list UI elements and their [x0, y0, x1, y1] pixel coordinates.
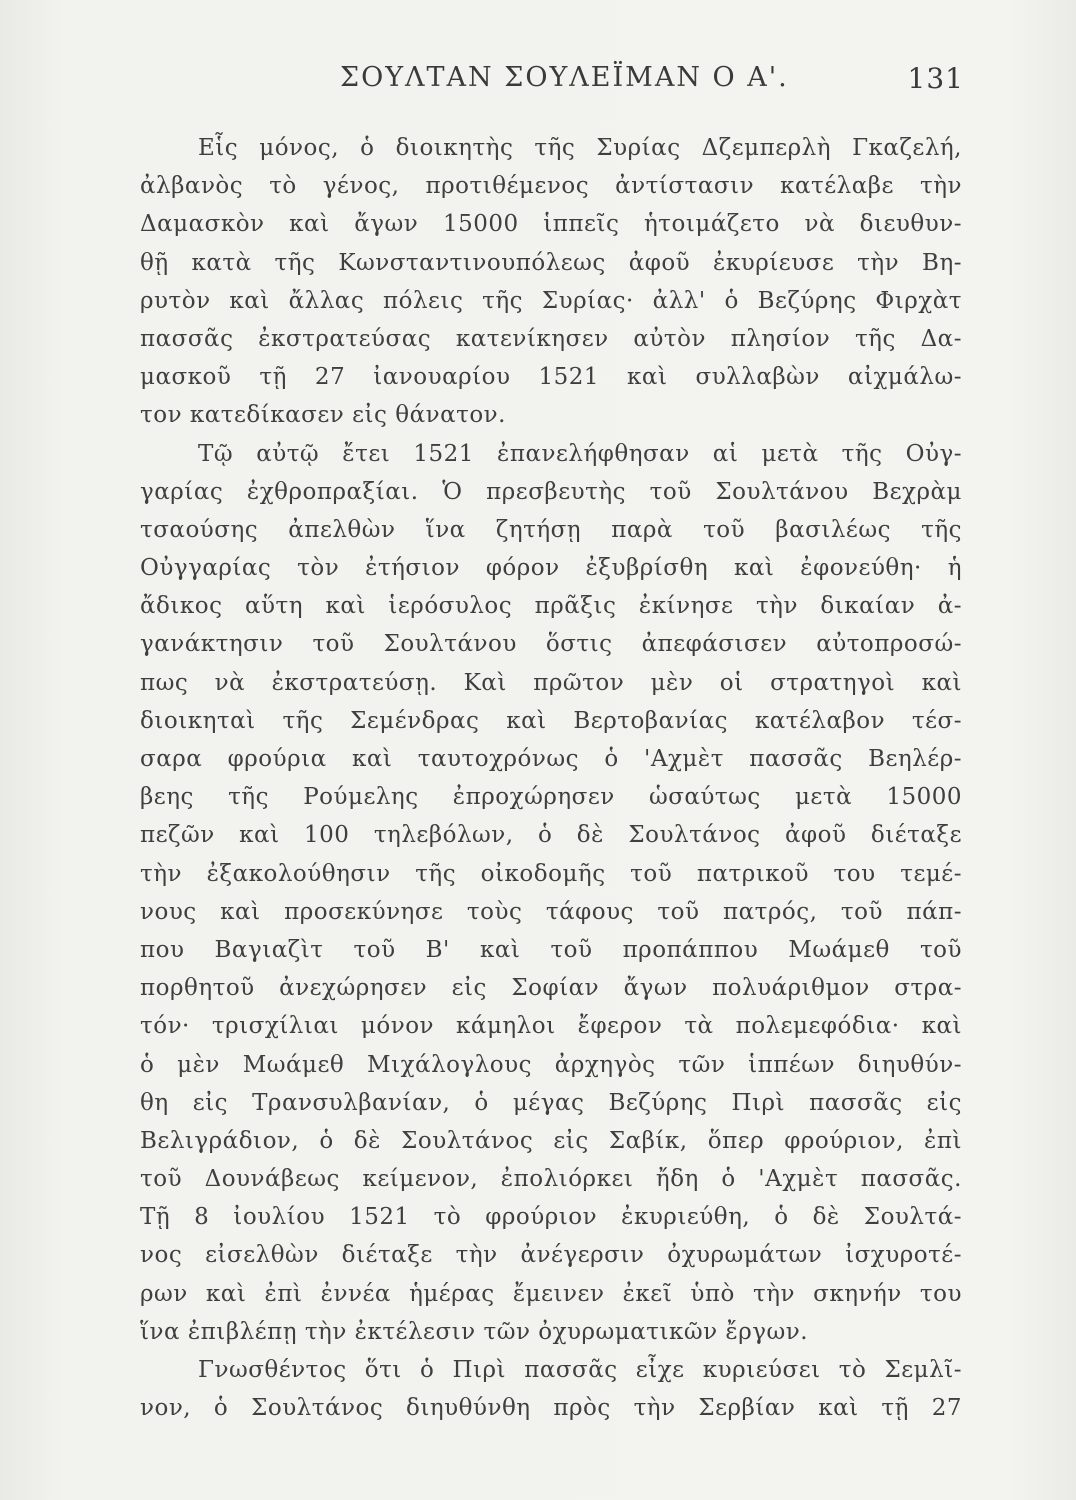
text-line: τον κατεδίκασεν εἰς θάνατον.	[140, 402, 506, 429]
text-line: Οὐγγαρίας τὸν ἐτήσιον φόρον ἐξυβρίσθη καὶ ἐφονεύθη· ἡ	[140, 555, 962, 582]
text-line: νους καὶ προσεκύνησε τοὺς τάφους τοῦ πατρός, τοῦ πάπ-	[140, 898, 962, 925]
page-header	[140, 62, 964, 106]
text-line: τσαούσης ἀπελθὼν ἵνα ζητήσῃ παρὰ τοῦ βασιλέως τῆς	[140, 516, 962, 543]
text-line: μασκοῦ τῇ 27 ἰανουαρίου 1521 καὶ συλλαβὼν αἰχμάλω-	[140, 364, 962, 391]
text-line: νος εἰσελθὼν διέταξε τὴν ἀνέγερσιν ὀχυρωμάτων ἰσχυροτέ-	[140, 1242, 962, 1269]
text-line: βεης τῆς Ρούμελης ἐπροχώρησεν ὡσαύτως μετὰ 15000	[140, 784, 962, 811]
text-line: ρυτὸν καὶ ἄλλας πόλεις τῆς Συρίας· ἀλλ' ὁ Βεζύρης Φιρχὰτ	[140, 287, 962, 314]
text-line: που Βαγιαζὶτ τοῦ Β' καὶ τοῦ προπάππου Μωάμεθ τοῦ	[140, 936, 962, 963]
text-line: ἵνα ἐπιβλέπῃ τὴν ἐκτέλεσιν τῶν ὀχυρωματικῶν ἔργων.	[140, 1318, 809, 1345]
text-line: διοικηταὶ τῆς Σεμένδρας καὶ Βερτοβανίας κατέλαβον τέσ-	[140, 707, 962, 734]
text-line: πεζῶν καὶ 100 τηλεβόλων, ὁ δὲ Σουλτάνος ἀφοῦ διέταξε	[140, 822, 962, 849]
text-line: Βελιγράδιον, ὁ δὲ Σουλτάνος εἰς Σαβίκ, ὅπερ φρούριον, ἐπὶ	[140, 1127, 962, 1154]
text-line: πως νὰ ἐκστρατεύσῃ. Καὶ πρῶτον μὲν οἱ στρατηγοὶ καὶ	[140, 669, 962, 696]
text-line: ἀλβανὸς τὸ γένος, προτιθέμενος ἀντίστασιν κατέλαβε τὴν	[140, 173, 962, 200]
text-line: ρων καὶ ἐπὶ ἐννέα ἡμέρας ἔμεινεν ἐκεῖ ὑπὸ τὴν σκηνήν του	[140, 1280, 962, 1307]
body-text	[140, 129, 962, 1427]
text-line: πασσᾶς ἐκστρατεύσας κατενίκησεν αὐτὸν πλησίον τῆς Δα-	[140, 325, 962, 352]
text-line: Τῇ 8 ἰουλίου 1521 τὸ φρούριον ἐκυριεύθη, ὁ δὲ Σουλτά-	[140, 1204, 962, 1231]
text-line: σαρα φρούρια καὶ ταυτοχρόνως ὁ 'Αχμὲτ πασσᾶς Βεηλέρ-	[140, 746, 962, 772]
text-line: ὁ μὲν Μωάμεθ Μιχάλογλους ἀρχηγὸς τῶν ἱππέων διηυθύν-	[140, 1051, 962, 1078]
text-line: Τῷ αὐτῷ ἔτει 1521 ἐπανελήφθησαν αἱ μετὰ τῆς Οὐγ-	[198, 440, 962, 467]
text-line: πορθητοῦ ἀνεχώρησεν εἰς Σοφίαν ἄγων πολυάριθμον στρα-	[140, 975, 962, 1002]
page-number: 131	[907, 62, 964, 95]
text-line: θη εἰς Τρανσυλβανίαν, ὁ μέγας Βεζύρης Πιρὶ πασσᾶς εἰς	[140, 1089, 962, 1116]
text-line: γαρίας ἐχθροπραξίαι. Ὁ πρεσβευτὴς τοῦ Σουλτάνου Βεχρὰμ	[140, 478, 962, 505]
text-line: Γνωσθέντος ὅτι ὁ Πιρὶ πασσᾶς εἶχε κυριεύσει τὸ Σεμλῖ-	[198, 1357, 962, 1383]
text-line: Δαμασκὸν καὶ ἄγων 15000 ἱππεῖς ἡτοιμάζετο νὰ διευθυν-	[140, 211, 962, 238]
text-line: θῇ κατὰ τῆς Κωνσταντινουπόλεως ἀφοῦ ἐκυρίευσε τὴν Βη-	[140, 249, 962, 276]
text-line: τόν· τρισχίλιαι μόνον κάμηλοι ἔφερον τὰ πολεμεφόδια· καὶ	[140, 1013, 962, 1040]
text-line: ἄδικος αὕτη καὶ ἱερόσυλος πρᾶξις ἐκίνησε τὴν δικαίαν ἀ-	[140, 593, 962, 620]
text-line: νον, ὁ Σουλτάνος διηυθύνθη πρὸς τὴν Σερβίαν καὶ τῇ 27	[140, 1395, 962, 1422]
running-title: ΣΟΥΛΤΑΝ ΣΟΥΛΕΪΜΑΝ Ο Α'.	[340, 62, 789, 93]
text-line: τὴν ἐξακολούθησιν τῆς οἰκοδομῆς τοῦ πατρικοῦ του τεμέ-	[140, 860, 962, 887]
text-line: Εἷς μόνος, ὁ διοικητὴς τῆς Συρίας Δζεμπερλὴ Γκαζελή,	[198, 135, 962, 161]
text-line: τοῦ Δουνάβεως κείμενον, ἐπολιόρκει ἤδη ὁ 'Αχμὲτ πασσᾶς.	[140, 1166, 962, 1193]
text-line: γανάκτησιν τοῦ Σουλτάνου ὅστις ἀπεφάσισεν αὐτοπροσώ-	[140, 631, 962, 658]
